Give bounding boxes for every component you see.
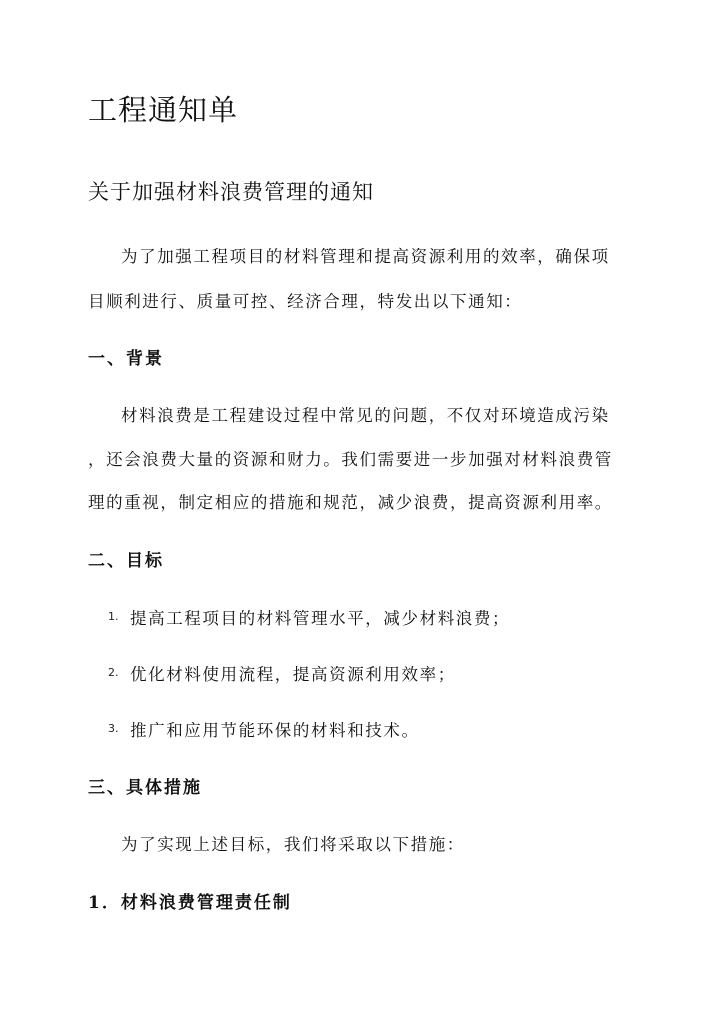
section-heading-goals: 二、目标 <box>88 551 164 571</box>
goal-item-3: 推广和应用节能环保的材料和技术。 <box>130 721 420 740</box>
goal-item-1: 提高工程项目的材料管理水平，减少材料浪费； <box>130 609 511 628</box>
section-heading-measures: 三、具体措施 <box>88 778 202 798</box>
measures-intro-line: 为了实现上述目标，我们将采取以下措施： <box>121 835 465 854</box>
document-subtitle: 关于加强材料浪费管理的通知 <box>88 180 374 204</box>
document-title: 工程通知单 <box>88 93 239 127</box>
section-heading-background: 一、背景 <box>88 349 164 369</box>
goal-item-2: 优化材料使用流程，提高资源利用效率； <box>130 665 456 684</box>
intro-line-1: 为了加强工程项目的材料管理和提高资源利用的效率，确保项 <box>121 247 610 266</box>
background-line-2: ，还会浪费大量的资源和财力。我们需要进一步加强对材料浪费管 <box>88 450 613 469</box>
goal-number-2: 2. <box>108 666 119 679</box>
goal-number-1: 1. <box>108 610 119 623</box>
background-line-1: 材料浪费是工程建设过程中常见的问题，不仅对环境造成污染 <box>121 406 610 425</box>
intro-line-2: 目顺利进行、质量可控、经济合理，特发出以下通知： <box>88 292 523 311</box>
measure-sub-heading-1: 1．材料浪费管理责任制 <box>88 893 292 913</box>
goal-number-3: 3. <box>108 722 119 735</box>
background-line-3: 理的重视，制定相应的措施和规范，减少浪费，提高资源利用率。 <box>88 493 613 512</box>
